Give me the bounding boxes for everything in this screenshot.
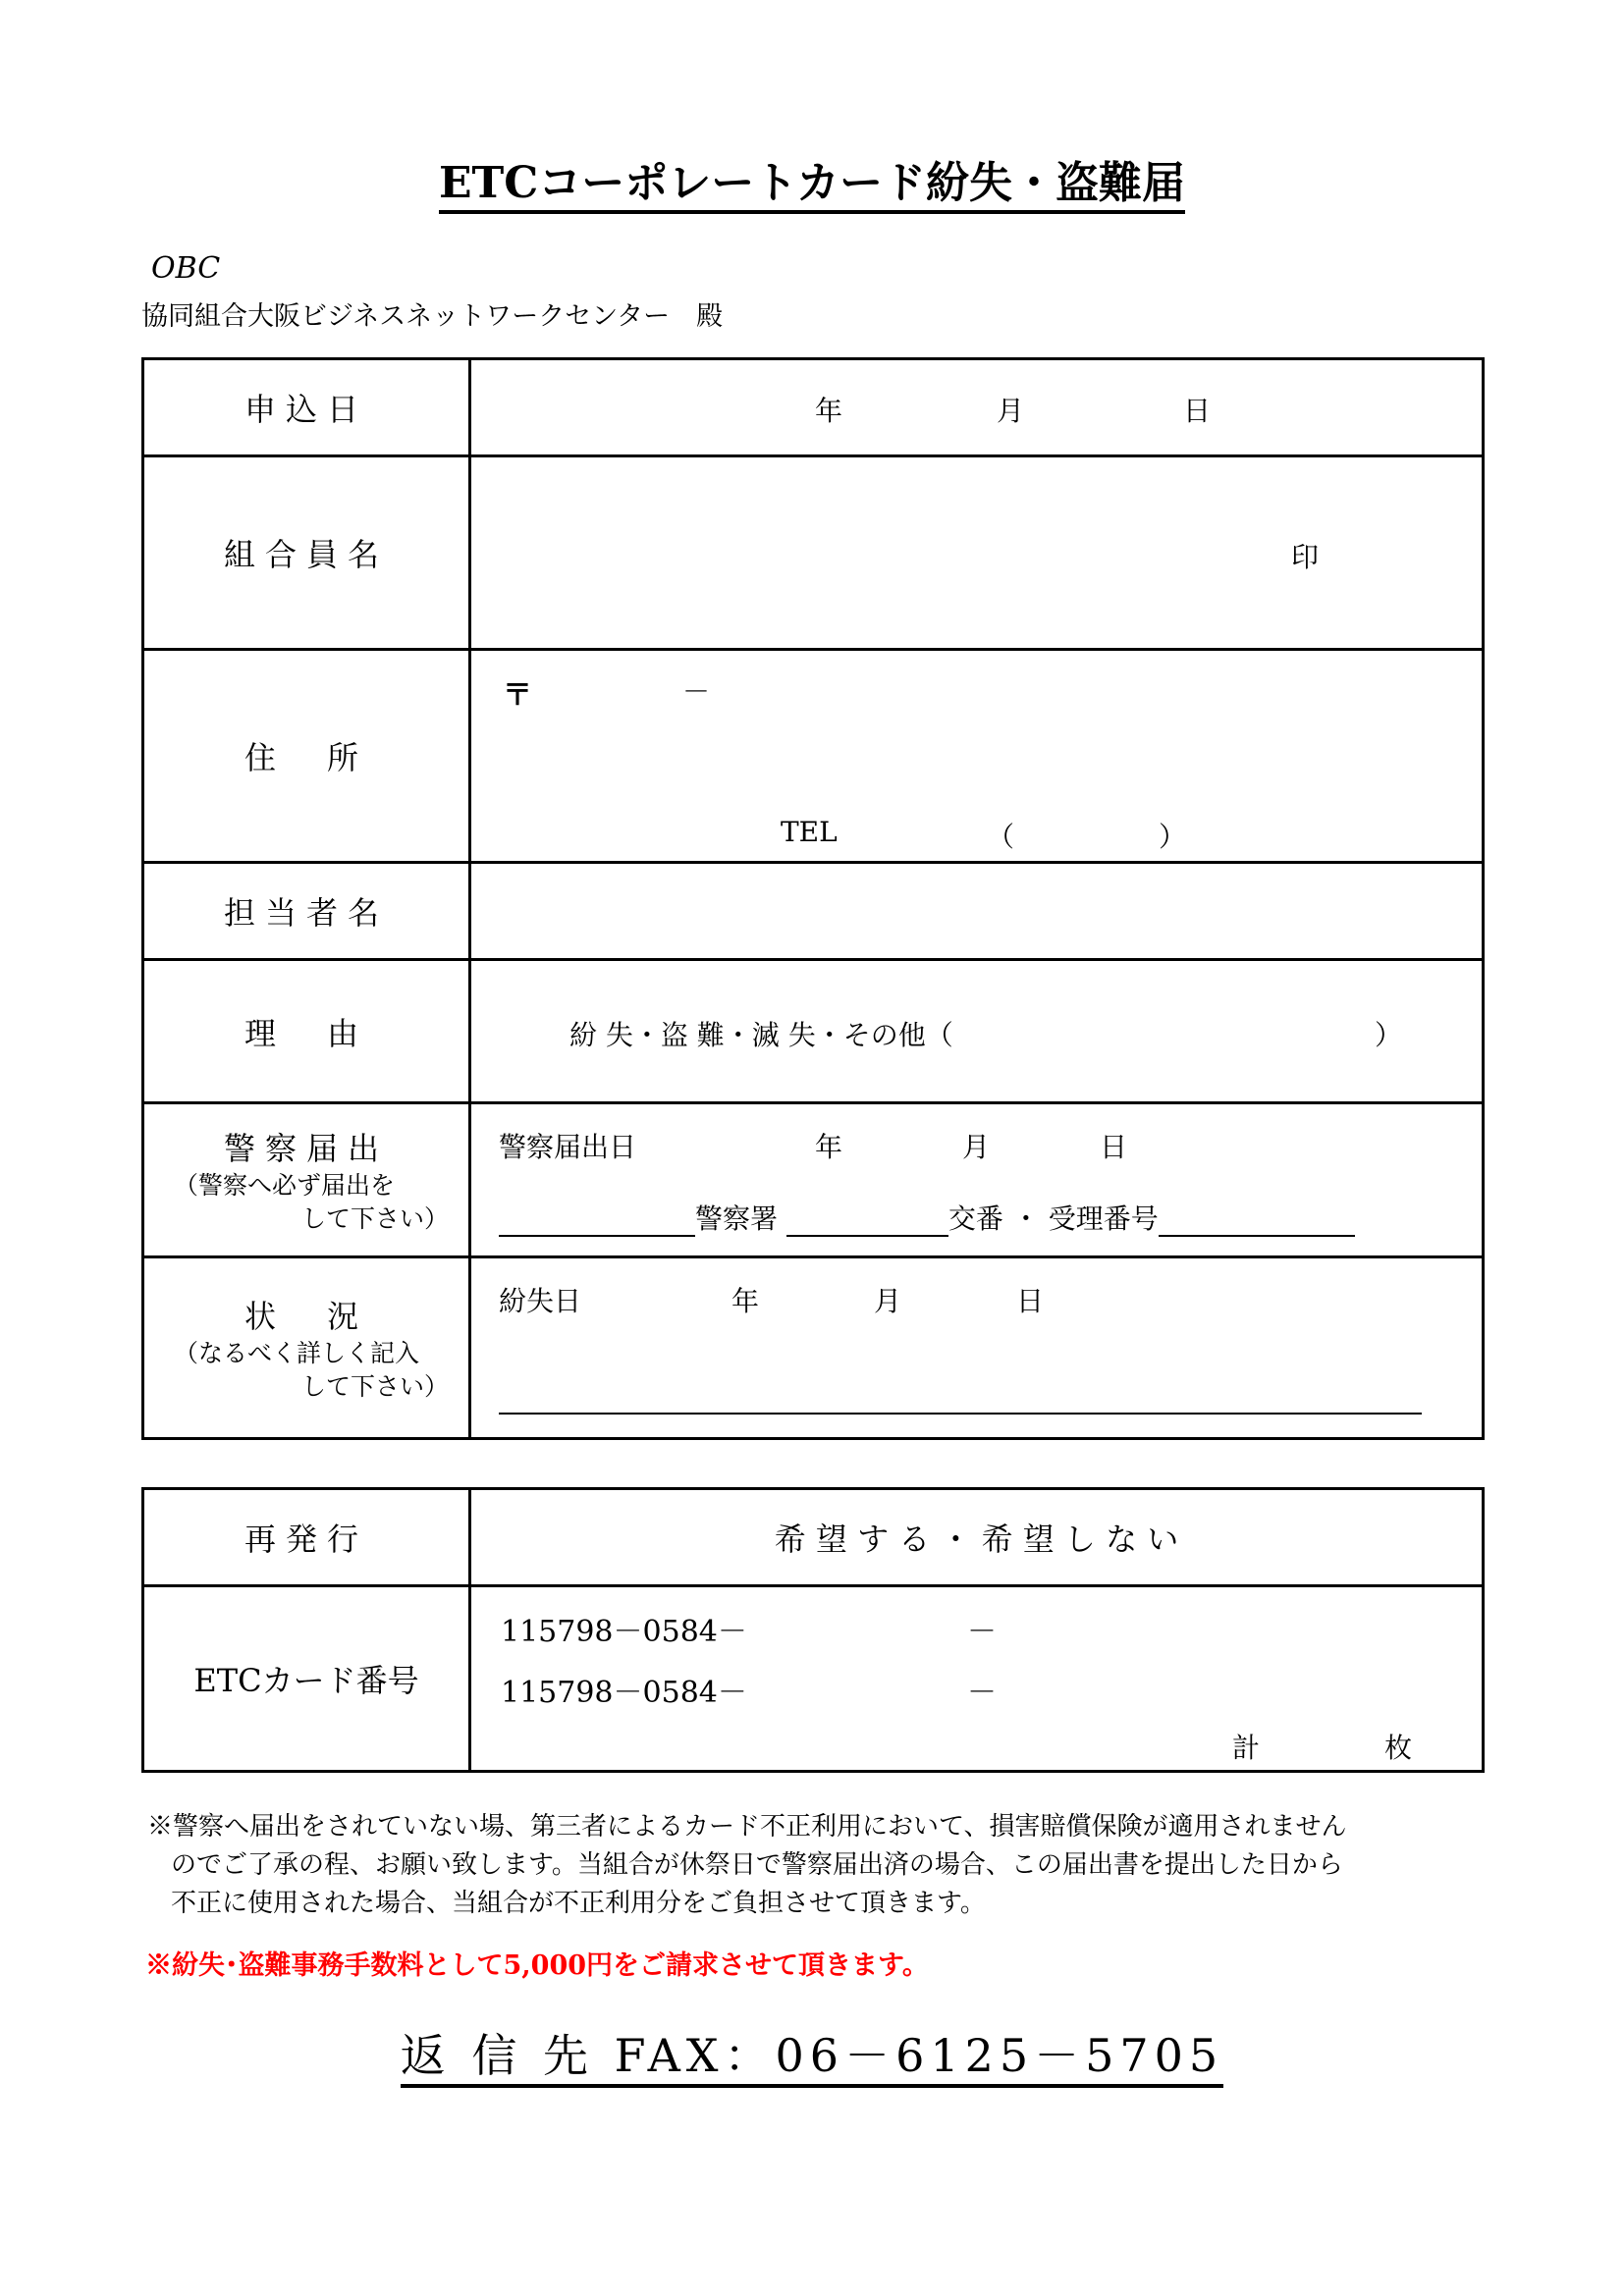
field-police-report[interactable]: 警察届出日 年 月 日 警察署 交番 ・ 受理番号 xyxy=(470,1103,1484,1257)
postal-mark-icon: 〒 xyxy=(503,678,532,713)
reissue-table xyxy=(141,1487,1485,1773)
row-reissue xyxy=(143,1489,1484,1586)
reply-fax: 返 信 先 FAX：06－6125－5705 xyxy=(0,2020,1624,2085)
row-situation xyxy=(143,1257,1484,1439)
row-card-number xyxy=(143,1586,1484,1772)
label-situation: 状 況 （なるべく詳しく記入 して下さい） xyxy=(143,1257,470,1439)
field-situation[interactable]: 紛失日 年 月 日 xyxy=(470,1257,1484,1439)
notes xyxy=(147,1808,1522,1923)
row-contact-person xyxy=(143,863,1484,960)
receipt-number-blank[interactable] xyxy=(1159,1209,1355,1237)
fee-notice: ※紛失･盗難事務手数料として5,000円をご請求させて頂きます。 xyxy=(145,1950,929,1981)
document-title: ETCコーポレートカード紛失・盗難届 xyxy=(0,147,1624,210)
note-line: のでご了承の程、お願い致します。当組合が休祭日で警察届出済の場合、この届出書を提出した日から xyxy=(171,1850,1343,1880)
label-reissue: 再発行 xyxy=(143,1489,470,1586)
label-address: 住 所 xyxy=(143,650,470,863)
row-member-name xyxy=(143,456,1484,650)
label-contact-person: 担当者名 xyxy=(143,863,470,960)
reissue-options[interactable]: 希 望 す る ・ 希 望 し な い xyxy=(470,1489,1484,1586)
seal-mark: 印 xyxy=(1291,541,1320,573)
note-line: ※警察へ届出をされていない場、第三者によるカード不正利用において、損害賠償保険が適用されません xyxy=(147,1812,1347,1842)
row-police-report xyxy=(143,1103,1484,1257)
field-card-number[interactable]: 115798－0584－ － 115798－0584－ － 計 枚 xyxy=(470,1586,1484,1772)
note-line: 不正に使用された場合、当組合が不正利用分をご負担させて頂きます。 xyxy=(171,1889,986,1918)
situation-detail-line[interactable] xyxy=(499,1413,1422,1415)
label-reason: 理 由 xyxy=(143,960,470,1103)
row-reason xyxy=(143,960,1484,1103)
label-application-date: 申込日 xyxy=(143,359,470,456)
field-contact-person[interactable] xyxy=(470,863,1484,960)
label-member-name: 組合員名 xyxy=(143,456,470,650)
row-address xyxy=(143,650,1484,863)
addressee-short: OBC xyxy=(151,251,221,286)
addressee-full: 協同組合大阪ビジネスネットワークセンター 殿 xyxy=(141,301,724,332)
label-police-report: 警察届出 （警察へ必ず届出を して下さい） xyxy=(143,1103,470,1257)
field-reason[interactable]: 紛 失・盗 難・滅 失・その他（ ） xyxy=(470,960,1484,1103)
report-form-table xyxy=(141,357,1485,1440)
police-station-blank[interactable] xyxy=(499,1209,695,1237)
label-card-number: ETCカード番号 xyxy=(143,1586,470,1772)
koban-blank[interactable] xyxy=(786,1209,948,1237)
row-application-date xyxy=(143,359,1484,456)
field-address[interactable]: 〒 － TEL （ ） xyxy=(470,650,1484,863)
field-member-name[interactable] xyxy=(470,456,1484,650)
field-application-date[interactable]: 年 月 日 xyxy=(470,359,1484,456)
